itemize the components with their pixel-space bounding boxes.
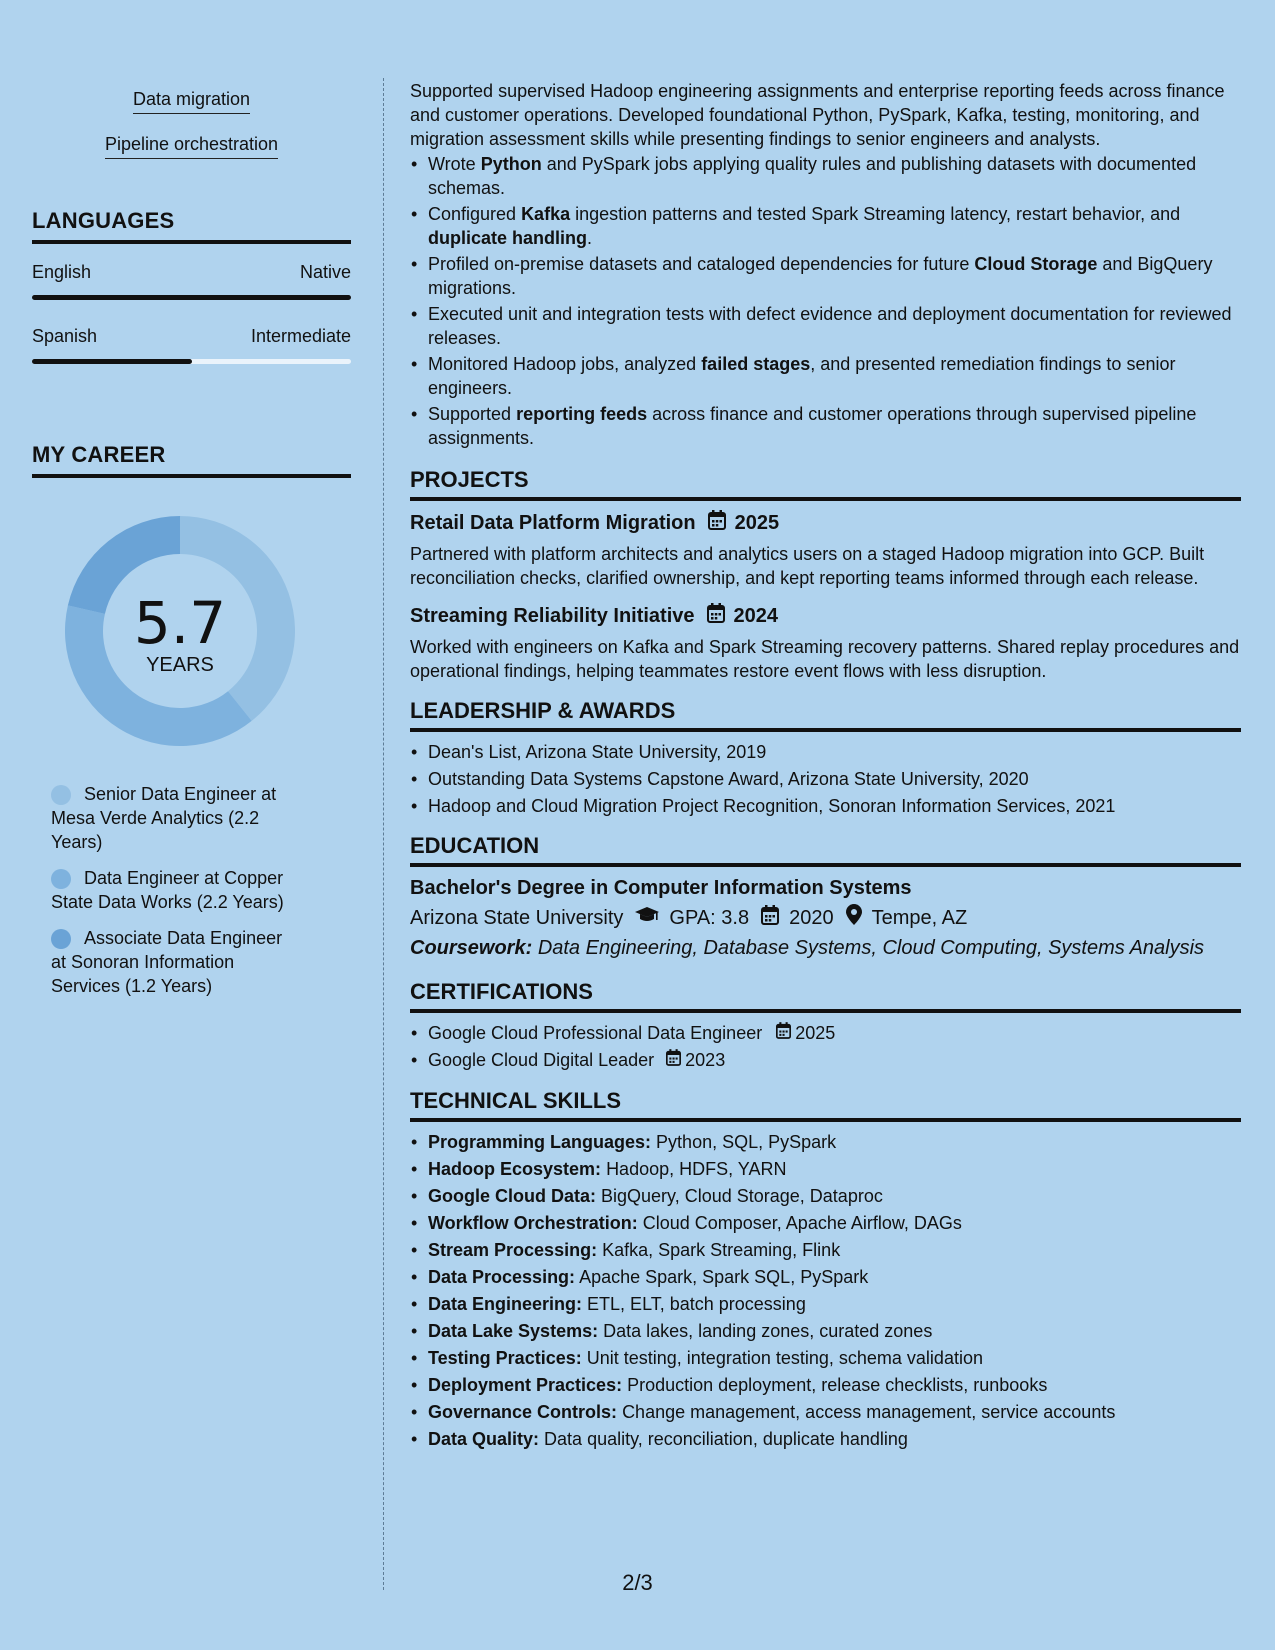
skill-tag: Pipeline orchestration — [105, 133, 278, 159]
skill-item: • Testing Practices: Unit testing, integration testing, schema validation — [428, 1346, 1241, 1370]
calendar-icon — [776, 1021, 791, 1045]
certification-year: 2023 — [685, 1050, 726, 1070]
skill-item: • Hadoop Ecosystem: Hadoop, HDFS, YARN — [428, 1157, 1241, 1181]
coursework-list: Data Engineering, Database Systems, Cloud Computing, Systems Analysis — [537, 937, 1205, 959]
project-description: Partnered with platform architects and analytics users on a staged Hadoop migration into GCP. Built reconciliation checks, clarified ownership, and kept reporting teams informed through each release. — [410, 544, 1205, 588]
languages-heading: LANGUAGES — [32, 208, 351, 244]
coursework-label: Coursework: — [410, 937, 533, 959]
legend-dot — [51, 785, 71, 805]
gpa: GPA: 3.8 — [669, 906, 750, 929]
career-role-text: Associate Data Engineer at Sonoran Information Services (1.2 Years) — [51, 928, 283, 996]
languages-section — [32, 208, 351, 364]
right-column — [410, 79, 1241, 1451]
experience-bullet: • Executed unit and integration tests with defect evidence and deployment documentation for reviewed releases. — [428, 302, 1241, 350]
language-proficiency-fill — [32, 359, 192, 364]
skill-item: • Deployment Practices: Production deployment, release checklists, runbooks — [428, 1373, 1241, 1397]
career-legend-item — [51, 926, 302, 998]
certification-year: 2025 — [795, 1023, 836, 1043]
map-pin-icon — [846, 904, 862, 931]
award-item: • Outstanding Data Systems Capstone Award, Arizona State University, 2020 — [428, 767, 1241, 791]
career-legend-item — [51, 866, 302, 914]
skill-item: • Stream Processing: Kafka, Spark Streaming, Flink — [428, 1238, 1241, 1262]
career-role-text: Senior Data Engineer at Mesa Verde Analytics (2.2 Years) — [51, 784, 277, 852]
legend-dot — [51, 929, 71, 949]
calendar-icon — [708, 510, 726, 536]
school-name: Arizona State University — [410, 906, 624, 929]
projects-section — [410, 468, 1241, 683]
career-total-years: 5.7 — [133, 589, 227, 657]
certification-name: • Google Cloud Digital Leader — [428, 1050, 655, 1070]
language-level: Native — [299, 262, 351, 282]
career-total-unit: YEARS — [146, 654, 214, 676]
language-proficiency-bar — [32, 295, 351, 300]
legend-dot — [51, 869, 71, 889]
project-title: Retail Data Platform Migration 2025 — [410, 512, 780, 534]
certifications-list — [410, 1021, 1241, 1072]
technical-skills-section — [410, 1089, 1241, 1451]
awards-heading: LEADERSHIP & AWARDS — [410, 699, 1241, 732]
technical-skills-heading: TECHNICAL SKILLS — [410, 1089, 1241, 1122]
experience-bullet: • Configured Kafka ingestion patterns and tested Spark Streaming latency, restart behavior, and duplicate handling. — [428, 202, 1241, 250]
career-legend-item — [51, 782, 302, 854]
language-spanish — [32, 326, 351, 364]
coursework — [410, 936, 1241, 960]
skill-tags — [32, 78, 351, 168]
career-donut-center — [65, 516, 295, 746]
left-column — [32, 78, 351, 1010]
skill-item: • Workflow Orchestration: Cloud Composer, Apache Airflow, DAGs — [428, 1211, 1241, 1235]
experience-bullets — [410, 152, 1241, 450]
career-section — [32, 442, 351, 998]
calendar-icon — [707, 603, 725, 629]
skill-tag: Data migration — [133, 88, 250, 114]
language-name: English — [32, 262, 92, 282]
certification-item — [428, 1048, 1241, 1072]
graduation-cap-icon — [635, 906, 659, 930]
project-title: Streaming Reliability Initiative 2024 — [410, 605, 779, 627]
project-description: Worked with engineers on Kafka and Spark Streaming recovery patterns. Shared replay procedures and operational findings, helping teammates restore event flows with less disruption. — [410, 637, 1240, 681]
experience-bullet: • Wrote Python and PySpark jobs applying quality rules and publishing datasets with documented schemas. — [428, 152, 1241, 200]
language-english — [32, 262, 351, 300]
calendar-icon — [761, 905, 779, 931]
graduation-year: 2020 — [789, 906, 834, 929]
skill-item: • Google Cloud Data: BigQuery, Cloud Storage, Dataproc — [428, 1184, 1241, 1208]
project-year: 2024 — [733, 605, 779, 627]
award-item: • Hadoop and Cloud Migration Project Recognition, Sonoran Information Services, 2021 — [428, 794, 1241, 818]
column-divider — [383, 78, 384, 1590]
language-proficiency-bar — [32, 359, 351, 364]
experience-bullet: • Monitored Hadoop jobs, analyzed failed stages, and presented remediation findings to senior engineers. — [428, 352, 1241, 400]
language-proficiency-fill — [32, 295, 351, 300]
education-details — [410, 904, 1241, 931]
career-role-text: Data Engineer at Copper State Data Works (2.2 Years) — [51, 868, 284, 912]
school-location: Tempe, AZ — [871, 906, 968, 929]
award-item: • Dean's List, Arizona State University, 2019 — [428, 740, 1241, 764]
certification-name: • Google Cloud Professional Data Engineer — [428, 1023, 763, 1043]
certification-item — [428, 1021, 1241, 1045]
career-legend — [32, 782, 302, 998]
skill-item: • Data Engineering: ETL, ELT, batch processing — [428, 1292, 1241, 1316]
career-heading: MY CAREER — [32, 442, 351, 478]
degree-title: Bachelor's Degree in Computer Information Systems — [410, 877, 912, 899]
skill-item: • Data Lake Systems: Data lakes, landing zones, curated zones — [428, 1319, 1241, 1343]
awards-list — [410, 740, 1241, 818]
language-name: Spanish — [32, 326, 98, 346]
experience-intro: Supported supervised Hadoop engineering assignments and enterprise reporting feeds across finance and customer operations. Developed foundational Python, PySpark, Kafka, testing, monitoring, and migration assessment skills while presenting findings to senior engineers and analysts. — [410, 81, 1225, 149]
skill-item: • Programming Languages: Python, SQL, PySpark — [428, 1130, 1241, 1154]
career-donut-chart — [65, 516, 295, 746]
language-level: Intermediate — [250, 326, 351, 346]
project-year: 2025 — [734, 512, 780, 534]
page-number: 2/3 — [622, 1570, 653, 1595]
technical-skills-list — [410, 1130, 1241, 1451]
skill-item: • Data Processing: Apache Spark, Spark SQL, PySpark — [428, 1265, 1241, 1289]
education-heading: EDUCATION — [410, 834, 1241, 867]
certifications-heading: CERTIFICATIONS — [410, 980, 1241, 1013]
awards-section — [410, 699, 1241, 818]
experience-bullet: • Supported reporting feeds across finance and customer operations through supervised pipeline assignments. — [428, 402, 1241, 450]
skill-item: • Governance Controls: Change management, access management, service accounts — [428, 1400, 1241, 1424]
experience-bullet: • Profiled on-premise datasets and cataloged dependencies for future Cloud Storage and BigQuery migrations. — [428, 252, 1241, 300]
skill-item: • Data Quality: Data quality, reconciliation, duplicate handling — [428, 1427, 1241, 1451]
education-section — [410, 834, 1241, 960]
projects-heading: PROJECTS — [410, 468, 1241, 501]
certifications-section — [410, 980, 1241, 1072]
calendar-icon — [666, 1048, 681, 1072]
